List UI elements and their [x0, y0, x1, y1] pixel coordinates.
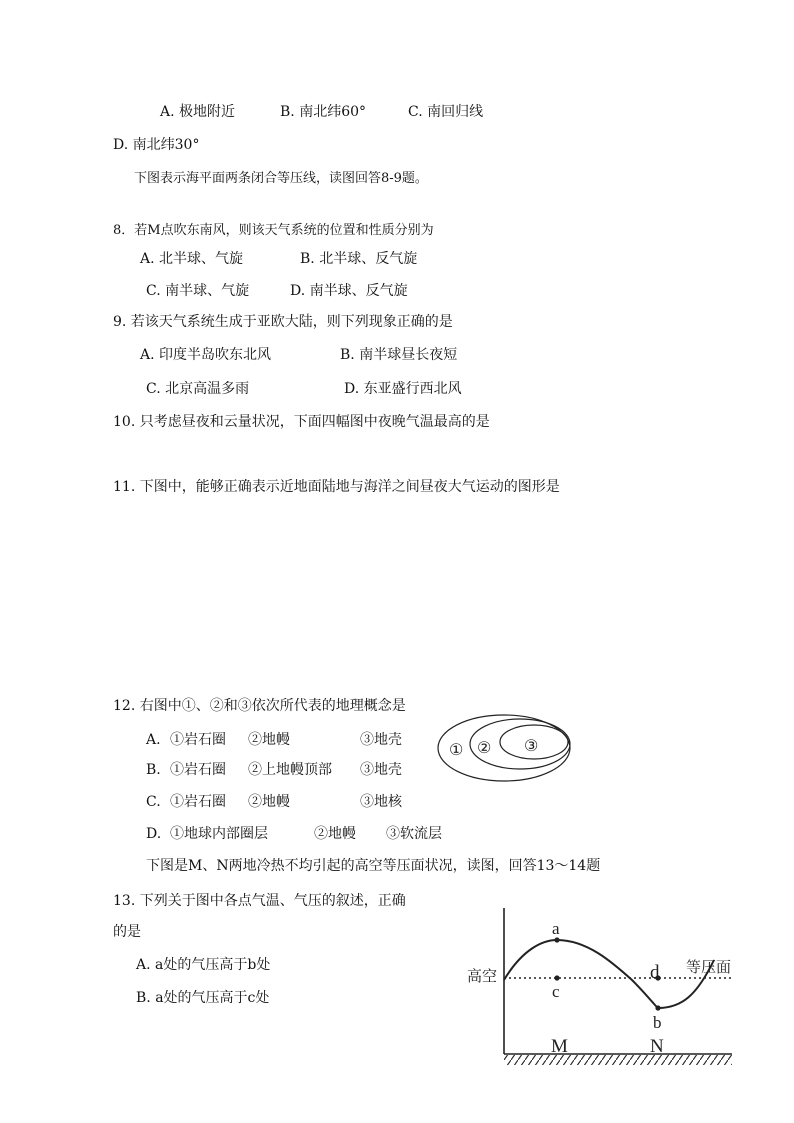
q12-option-b-letter: B. [146, 762, 161, 778]
q8-option-a: A. 北半球、气旋 [140, 251, 244, 267]
q9-stem: 9. 若该天气系统生成于亚欧大陆，则下列现象正确的是 [113, 314, 453, 330]
q11-stem: 11. 下图中，能够正确表示近地面陆地与海洋之间昼夜大气运动的图形是 [113, 479, 560, 495]
q8-option-d: D. 南半球、反气旋 [290, 283, 408, 299]
q8-option-c: C. 南半球、气旋 [146, 283, 250, 299]
q9-option-a: A. 印度半岛吹东北风 [140, 347, 272, 363]
nested-sphere-diagram [436, 712, 576, 784]
label-high-altitude: 高空 [467, 969, 498, 985]
q7-option-b: B. 南北纬60° [280, 104, 367, 120]
q12-option-d-2: ②地幔 [314, 826, 356, 842]
point-b [655, 1005, 660, 1010]
label-c: c [552, 982, 560, 1001]
q12-option-a-letter: A. [146, 732, 161, 748]
label-2: ② [477, 740, 492, 757]
q7-option-c: C. 南回归线 [408, 104, 484, 120]
point-a [554, 937, 559, 942]
q12-option-a-1: ①岩石圈 [170, 732, 226, 748]
label-N: N [650, 1036, 664, 1057]
q9-option-c: C. 北京高温多雨 [146, 381, 250, 397]
q9-option-b: B. 南半球昼长夜短 [340, 347, 458, 363]
q13-option-b: B. a处的气压高于c处 [136, 990, 270, 1006]
q13-stem-line2: 的是 [113, 924, 141, 940]
q12-option-d-3: ③软流层 [386, 826, 442, 842]
q12-option-d-1: ①地球内部圈层 [170, 826, 268, 842]
label-isobaric-surface: 等压面 [686, 960, 732, 976]
q12-option-b-3: ③地壳 [360, 762, 402, 778]
q10-stem: 10. 只考虑昼夜和云量状况，下面四幅图中夜晚气温最高的是 [113, 414, 490, 430]
q13-option-a: A. a处的气压高于b处 [136, 957, 271, 973]
q12-option-c-1: ①岩石圈 [170, 794, 226, 810]
q12-option-c-2: ②地幔 [248, 794, 290, 810]
q9-option-d: D. 东亚盛行西北风 [344, 381, 462, 397]
isobaric-surface-curve [504, 940, 714, 1008]
point-c [554, 975, 559, 980]
intro-8-9: 下图表示海平面两条闭合等压线，读图回答8-9题。 [134, 171, 428, 186]
q12-option-c-letter: C. [146, 794, 161, 810]
label-b: b [653, 1013, 662, 1032]
ground-hatching [504, 1055, 732, 1065]
q12-option-a-3: ③地壳 [360, 732, 402, 748]
q7-option-d: D. 南北纬30° [113, 137, 200, 153]
intro-13-14: 下图是M、N两地冷热不均引起的高空等压面状况，读图，回答13～14题 [146, 858, 601, 874]
label-d: d [650, 962, 660, 983]
label-3: ③ [524, 738, 539, 755]
q12-option-c-3: ③地核 [360, 794, 402, 810]
q12-stem: 12. 右图中①、②和③依次所代表的地理概念是 [113, 698, 406, 714]
q7-option-a: A. 极地附近 [160, 104, 236, 120]
q12-option-b-1: ①岩石圈 [170, 762, 226, 778]
q8-stem: 8．若M点吹东南风，则该天气系统的位置和性质分别为 [113, 223, 434, 238]
q12-option-b-2: ②上地幔顶部 [248, 762, 332, 778]
q8-option-b: B. 北半球、反气旋 [300, 251, 418, 267]
q13-stem-line1: 13. 下列关于图中各点气温、气压的叙述，正确 [113, 893, 406, 909]
label-1: ① [449, 742, 464, 759]
label-a: a [552, 919, 560, 938]
label-M: M [551, 1036, 568, 1057]
q12-option-a-2: ②地幔 [248, 732, 290, 748]
pressure-surface-diagram [462, 900, 742, 1075]
q12-option-d-letter: D. [146, 826, 162, 842]
